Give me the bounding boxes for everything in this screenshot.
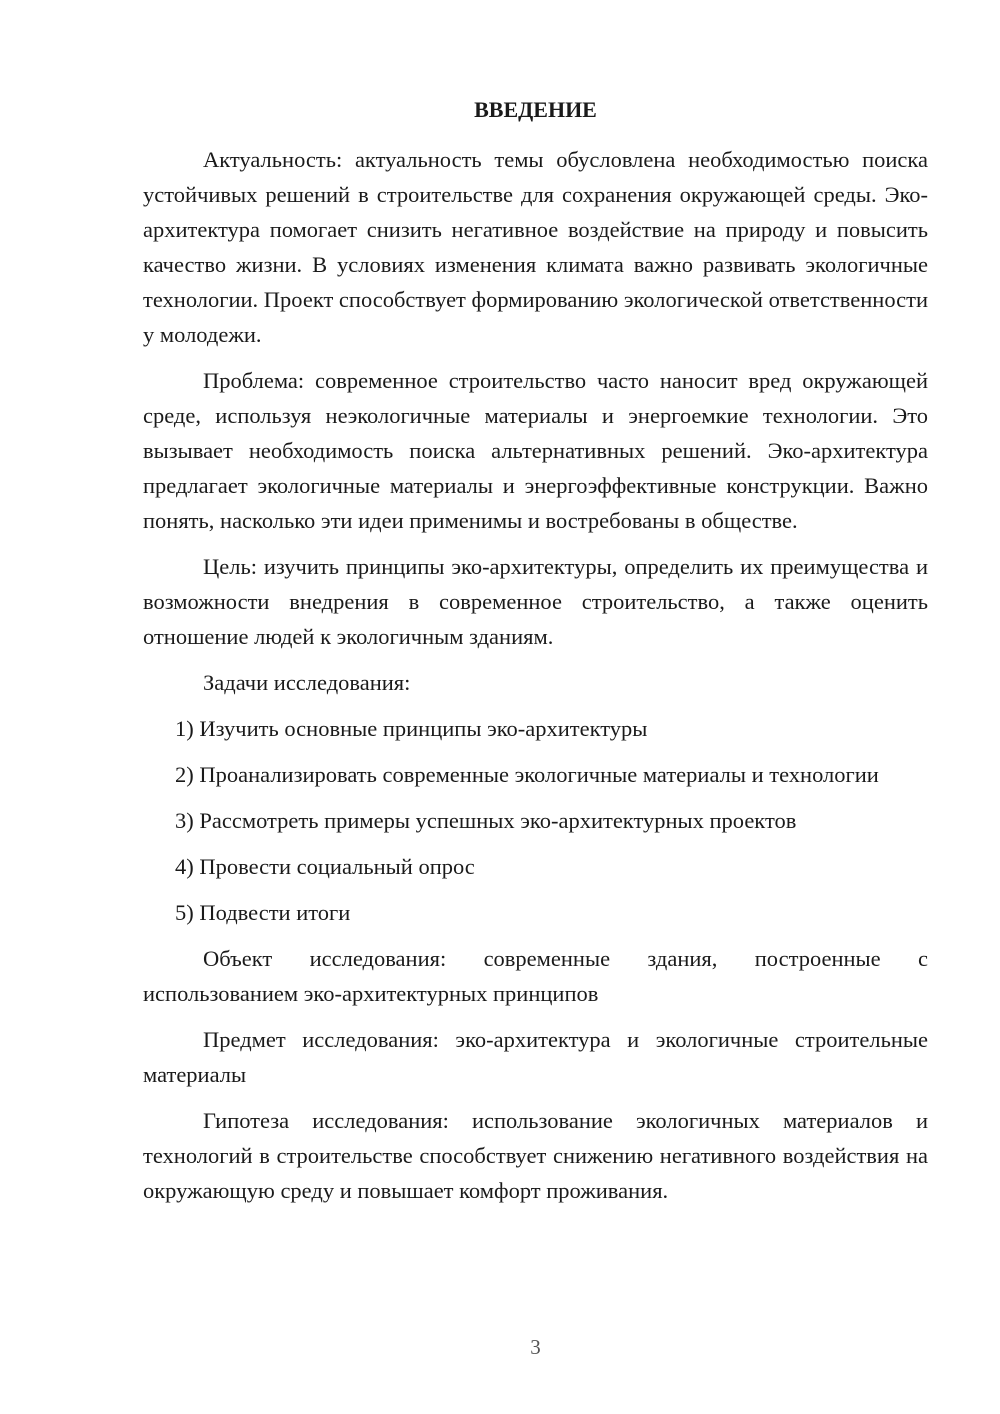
task-item-2: 2) Проанализировать современные экологичные материалы и технологии: [175, 762, 879, 787]
hypothesis-paragraph: Гипотеза исследования: использование экологичных материалов и технологий в строительстве способствует снижению негативного воздействия на окружающую среду и повышает комфорт проживания.: [143, 1108, 928, 1203]
object-paragraph: Объект исследования: современные здания, построенные с использованием эко-архитектурных принципов: [143, 946, 928, 1006]
page-heading: ВВЕДЕНИЕ: [474, 97, 597, 122]
task-item-3: 3) Рассмотреть примеры успешных эко-архитектурных проектов: [175, 808, 797, 833]
subject-paragraph: Предмет исследования: эко-архитектура и экологичные строительные материалы: [143, 1027, 928, 1087]
relevance-paragraph: Актуальность: актуальность темы обусловлена необходимостью поиска устойчивых решений в строительстве для сохранения окружающей среды. Эко-архитектура помогает снизить негативное воздействие на природу и повысить качество жизни. В условиях изменения климата важно развивать экологичные технологии. Проект способствует формированию экологической ответственности у молодежи.: [143, 147, 928, 347]
document-body: [143, 142, 928, 1219]
goal-paragraph: Цель: изучить принципы эко-архитектуры, определить их преимущества и возможности внедрения в современное строительство, а также оценить отношение людей к экологичным зданиям.: [143, 554, 928, 649]
task-item-1: 1) Изучить основные принципы эко-архитектуры: [175, 716, 648, 741]
tasks-title: Задачи исследования:: [203, 670, 411, 695]
task-item-5: 5) Подвести итоги: [175, 900, 351, 925]
problem-paragraph: Проблема: современное строительство часто наносит вред окружающей среде, используя неэкологичные материалы и энергоемкие технологии. Это вызывает необходимость поиска альтернативных решений. Эко-архитектура предлагает экологичные материалы и энергоэффективные конструкции. Важно понять, насколько эти идеи применимы и востребованы в обществе.: [143, 368, 928, 533]
document-page: [143, 0, 928, 1414]
page-number: 3: [530, 1335, 541, 1359]
task-item-4: 4) Провести социальный опрос: [175, 854, 475, 879]
